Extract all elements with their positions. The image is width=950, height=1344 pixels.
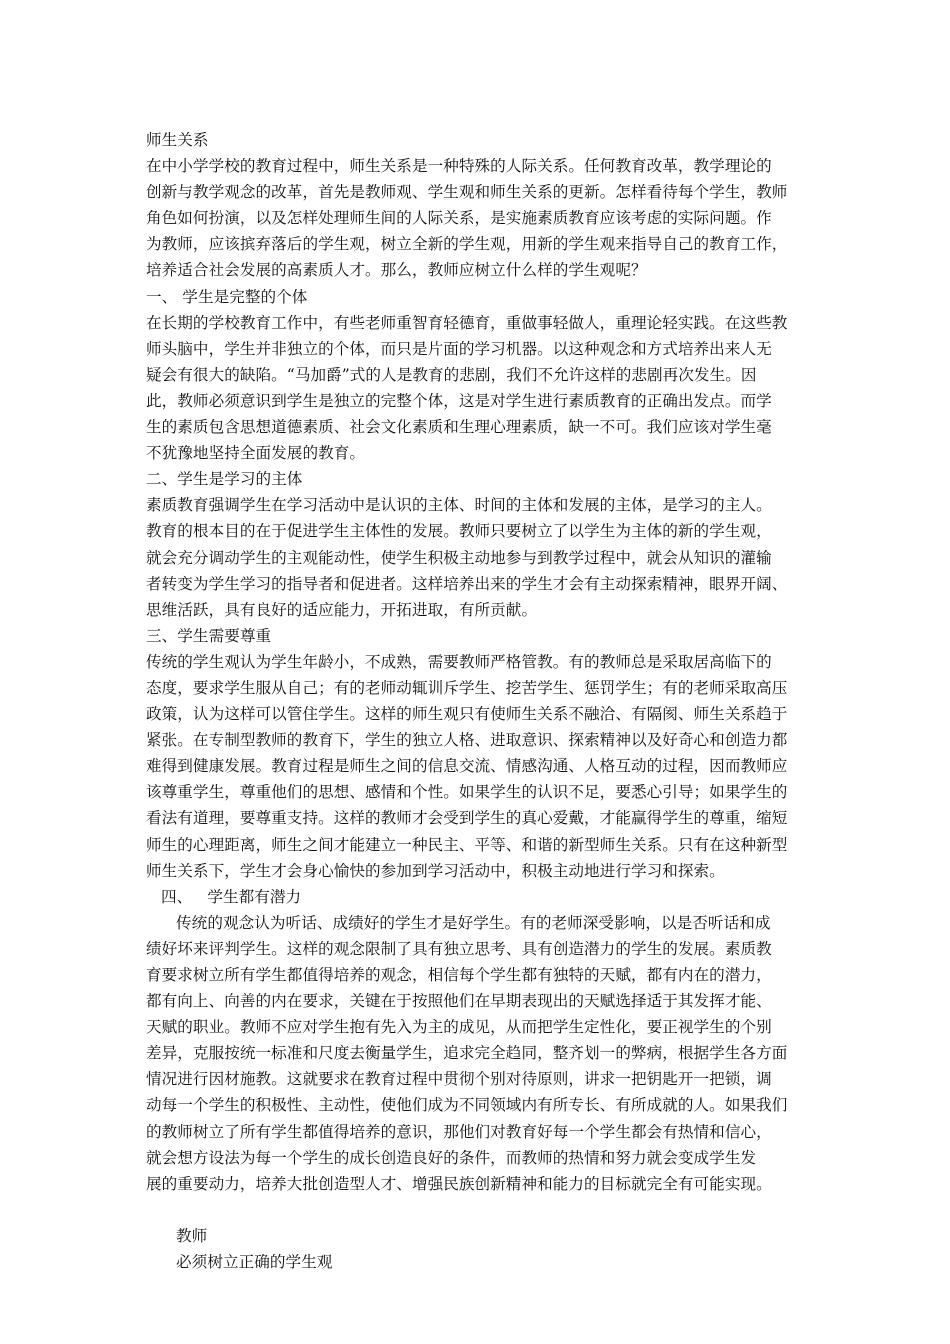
intro-paragraph: [146, 153, 808, 283]
text-line: 动每一个学生的积极性、主动性，使他们成为不同领域内有所专长、有所成就的人。如果我们: [146, 1096, 788, 1115]
text-line: 此，教师必须意识到学生是独立的完整个体，这是对学生进行素质教育的正确出发点。而学: [146, 391, 772, 410]
text-line: 育要求树立所有学生都值得培养的观念，相信每个学生都有独特的天赋，都有内在的潜力，: [146, 966, 772, 984]
blank-line: [146, 1197, 808, 1223]
text-line: 思维活跃，具有良好的适应能力，开拓进取，有所贡献。: [146, 600, 538, 619]
document-page: [146, 127, 808, 1275]
text-line: 差异，克服按统一标准和尺度去衡量学生，追求完全趋同，整齐划一的弊病，根据学生各方面: [146, 1044, 788, 1063]
document-title: 师生关系: [146, 131, 209, 149]
text-line: 传统的观念认为听话、成绩好的学生才是好学生。有的老师深受影响，以是否听话和成: [146, 913, 771, 932]
section-2-paragraph: [146, 492, 808, 622]
text-line: 师头脑中，学生并非独立的个体，而只是片面的学习机器。以这种观念和方式培养出来人无: [146, 339, 772, 358]
text-line: 生的素质包含思想道德素质、社会文化素质和生理心理素质，缺一不可。我们应该对学生毫: [146, 418, 772, 437]
closing-line: 教师: [146, 1226, 208, 1245]
section-heading-4: 四、 学生都有潜力: [146, 887, 302, 906]
text-line: 该尊重学生，尊重他们的思想、感情和个性。如果学生的认识不足，要悉心引导；如果学生的: [146, 783, 788, 802]
text-line: 师生关系下，学生才会身心愉快的参加到学习活动中，积极主动地进行学习和探索。: [146, 861, 725, 880]
text-line: 疑会有很大的缺陷。“马加爵”式的人是教育的悲剧，我们不允许这样的悲剧再次发生。因: [146, 365, 757, 384]
closing-block: [146, 1223, 808, 1275]
text-line: 绩好坏来评判学生。这样的观念限制了具有独立思考、具有创造潜力的学生的发展。素质教: [146, 939, 772, 958]
text-line: 为教师，应该摈弃落后的学生观，树立全新的学生观，用新的学生观来指导自己的教育工作，: [146, 235, 788, 254]
text-line: 在长期的学校教育工作中，有些老师重智育轻德育，重做事轻做人，重理论轻实践。在这些教: [146, 313, 788, 332]
text-line: 难得到健康发展。教育过程是师生之间的信息交流、情感沟通、人格互动的过程，因而教师应: [146, 757, 788, 776]
text-line: 情况进行因材施教。这就要求在教育过程中贯彻个别对待原则，讲求一把钥匙开一把锁，调: [146, 1070, 772, 1089]
text-line: 态度，要求学生服从自己；有的老师动辄训斥学生、挖苦学生、惩罚学生；有的老师采取高压: [146, 678, 788, 697]
text-line: 培养适合社会发展的高素质人才。那么，教师应树立什么样的学生观呢？: [146, 261, 647, 280]
text-line: 展的重要动力，培养大批创造型人才、增强民族创新精神和能力的目标就完全有可能实现。: [146, 1174, 772, 1193]
text-line: 就会想方设法为每一个学生的成长创造良好的条件，而教师的热情和努力就会变成学生发: [146, 1148, 757, 1167]
text-line: 紧张。在专制型教师的教育下，学生的独立人格、进取意识、探索精神以及好奇心和创造力都: [146, 731, 788, 750]
section-heading-2: 二、学生是学习的主体: [146, 470, 303, 489]
text-line: 政策，认为这样可以管住学生。这样的师生观只有使师生关系不融洽、有隔阂、师生关系趋于: [146, 705, 788, 724]
text-line: 素质教育强调学生在学习活动中是认识的主体、时间的主体和发展的主体，是学习的主人。: [146, 496, 772, 515]
section-1-paragraph: [146, 310, 808, 467]
text-line: 都有向上、向善的内在要求，关键在于按照他们在早期表现出的天赋选择适于其发挥才能、: [146, 992, 772, 1011]
text-line: 天赋的职业。教师不应对学生抱有先入为主的成见，从而把学生定性化，要正视学生的个别: [146, 1018, 772, 1037]
text-line: 者转变为学生学习的指导者和促进者。这样培养出来的学生才会有主动探索精神，眼界开阔、: [146, 574, 788, 593]
section-4-paragraph: [146, 910, 808, 1197]
section-heading-3: 三、学生需要尊重: [146, 626, 272, 645]
text-line: 不犹豫地坚持全面发展的教育。: [146, 444, 366, 463]
text-line: 创新与教学观念的改革，首先是教师观、学生观和师生关系的更新。怎样看待每个学生，教师: [146, 183, 788, 202]
closing-line: 必须树立正确的学生观: [146, 1252, 333, 1271]
text-line: 教育的根本目的在于促进学生主体性的发展。教师只要树立了以学生为主体的新的学生观，: [146, 522, 772, 541]
section-heading-1: 一、 学生是完整的个体: [146, 287, 308, 306]
text-line: 师生的心理距离，师生之间才能建立一种民主、平等、和谐的新型师生关系。只有在这种新型: [146, 835, 788, 854]
text-line: 就会充分调动学生的主观能动性，使学生积极主动地参与到教学过程中，就会从知识的灌输: [146, 548, 772, 567]
text-line: 看法有道理，要尊重支持。这样的教师才会受到学生的真心爱戴，才能赢得学生的尊重，缩短: [146, 809, 788, 828]
text-line: 的教师树立了所有学生都值得培养的意识，那他们对教育好每一个学生都会有热情和信心，: [146, 1122, 772, 1141]
section-3-paragraph: [146, 649, 808, 884]
text-line: 角色如何扮演，以及怎样处理师生间的人际关系，是实施素质教育应该考虑的实际问题。作: [146, 209, 772, 228]
text-line: 在中小学学校的教育过程中，师生关系是一种特殊的人际关系。任何教育改革，教学理论的: [146, 157, 772, 176]
text-line: 传统的学生观认为学生年龄小，不成熟，需要教师严格管教。有的教师总是采取居高临下的: [146, 652, 772, 671]
